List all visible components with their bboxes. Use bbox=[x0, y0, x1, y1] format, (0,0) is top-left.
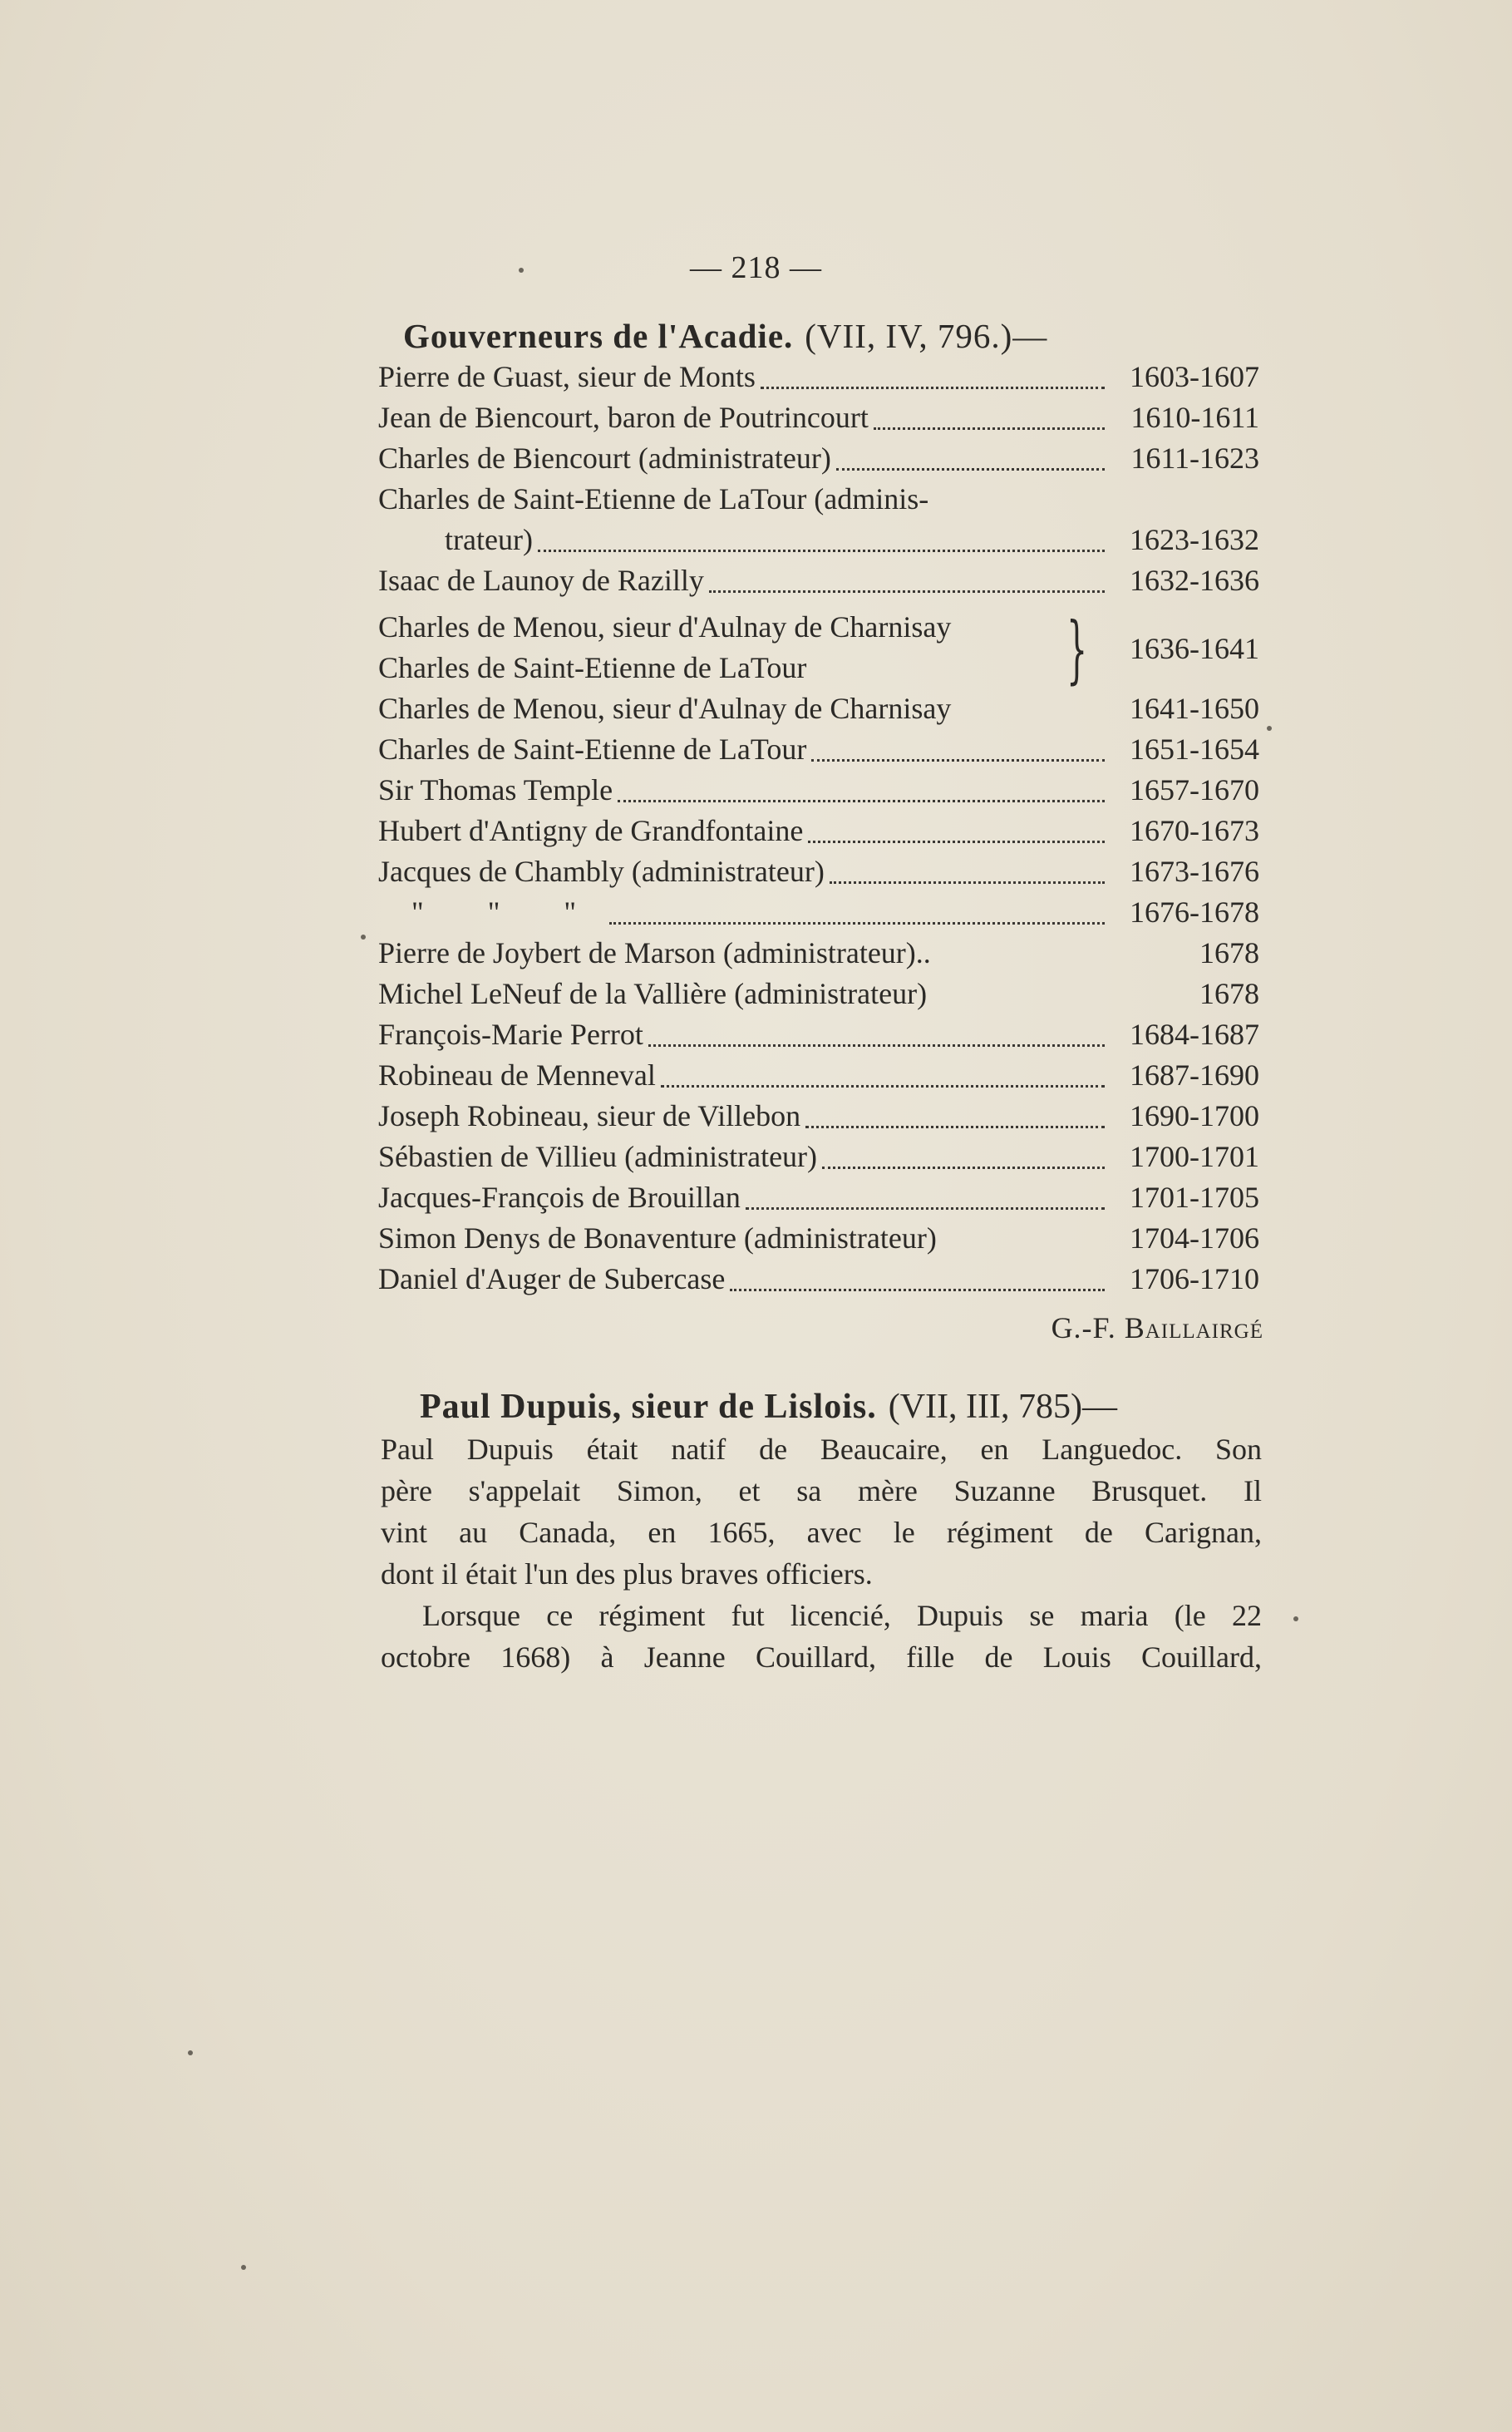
governor-dates: 1641-1650 bbox=[1130, 692, 1259, 725]
governor-entry bbox=[378, 854, 1259, 894]
governor-name: Charles de Saint-Etienne de LaTour bbox=[378, 651, 807, 684]
governor-dates: 1706-1710 bbox=[1130, 1262, 1259, 1295]
leader-dots bbox=[730, 1289, 1105, 1291]
text-line: Lorsque ce régiment fut licencié, Dupuis se maria (le 22 bbox=[422, 1599, 1262, 1632]
governor-dates: 1687-1690 bbox=[1130, 1058, 1259, 1092]
paper-speck bbox=[1267, 726, 1272, 731]
leader-dots bbox=[761, 387, 1105, 389]
paper-speck bbox=[361, 935, 366, 940]
governor-entry bbox=[378, 1058, 1259, 1098]
governor-name: Joseph Robineau, sieur de Villebon bbox=[378, 1099, 801, 1132]
leader-dots bbox=[805, 1126, 1105, 1128]
governor-name: Simon Denys de Bonaventure (administrateur) bbox=[378, 1221, 937, 1255]
governor-dates: 1651-1654 bbox=[1130, 733, 1259, 766]
governor-entry bbox=[378, 481, 1259, 521]
governor-entry bbox=[378, 1261, 1259, 1301]
brace-symbol: } bbox=[1066, 606, 1088, 692]
text-line: vint au Canada, en 1665, avec le régiment de Carignan, bbox=[381, 1516, 1262, 1549]
governor-dates: 1632-1636 bbox=[1130, 564, 1259, 597]
governor-dates: 1611-1623 bbox=[1130, 442, 1259, 475]
governor-entry bbox=[378, 976, 1259, 1016]
leader-dots bbox=[808, 841, 1105, 843]
leader-dots bbox=[709, 590, 1105, 593]
leader-dots bbox=[822, 1167, 1105, 1169]
governor-entry bbox=[378, 895, 1259, 935]
signature-name: Baillairgé bbox=[1124, 1311, 1263, 1344]
governor-dates: 1684-1687 bbox=[1130, 1018, 1259, 1051]
text-line: père s'appelait Simon, et sa mère Suzanne Brusquet. Il bbox=[381, 1474, 1262, 1507]
governor-name: Sébastien de Villieu (administrateur) bbox=[378, 1140, 818, 1173]
governor-dates: 1676-1678 bbox=[1130, 895, 1259, 929]
paragraph bbox=[381, 1428, 1262, 1595]
governor-entry bbox=[378, 1098, 1259, 1138]
governor-entry bbox=[378, 563, 1259, 603]
governor-entry bbox=[378, 1139, 1259, 1179]
paper-speck bbox=[519, 268, 524, 273]
leader-dots bbox=[609, 922, 1105, 925]
leader-dots bbox=[618, 800, 1105, 802]
governor-name: trateur) bbox=[445, 523, 533, 556]
author-signature bbox=[898, 1310, 1263, 1345]
governor-name: Charles de Saint-Etienne de LaTour bbox=[378, 733, 807, 766]
governor-dates: 1701-1705 bbox=[1130, 1181, 1259, 1214]
leader-dots bbox=[648, 1044, 1105, 1047]
paper-speck bbox=[1293, 1616, 1298, 1621]
leader-dots bbox=[830, 881, 1105, 884]
governor-dates: 1623-1632 bbox=[1130, 523, 1259, 556]
section-title-text: Gouverneurs de l'Acadie. bbox=[403, 317, 794, 355]
governor-entry bbox=[378, 400, 1259, 440]
text-line: octobre 1668) à Jeanne Couillard, fille de Louis Couillard, bbox=[381, 1640, 1262, 1674]
governor-dates: 1636-1641 bbox=[1130, 632, 1259, 665]
governor-name: Jacques de Chambly (administrateur) bbox=[378, 855, 825, 888]
ditto-marks: " " " bbox=[411, 895, 605, 929]
governor-name: Daniel d'Auger de Subercase bbox=[378, 1262, 726, 1295]
governor-dates: 1678 bbox=[1199, 936, 1259, 969]
leader-dots bbox=[538, 550, 1105, 552]
text-line: Paul Dupuis était natif de Beaucaire, en Languedoc. Son bbox=[381, 1433, 1262, 1466]
governor-entry bbox=[378, 1180, 1259, 1220]
governor-entry bbox=[378, 522, 1259, 562]
leader-dots bbox=[874, 427, 1105, 430]
joint-governorship bbox=[378, 606, 1259, 692]
text-line: dont il était l'un des plus braves officiers. bbox=[381, 1557, 873, 1591]
governor-dates: 1678 bbox=[1199, 977, 1259, 1010]
governor-dates: 1700-1701 bbox=[1130, 1140, 1259, 1173]
section-title-gouverneurs bbox=[403, 316, 1259, 356]
governor-dates: 1603-1607 bbox=[1130, 360, 1259, 393]
governor-entry bbox=[378, 691, 1259, 731]
governor-dates: 1670-1673 bbox=[1130, 814, 1259, 847]
governor-dates: 1673-1676 bbox=[1130, 855, 1259, 888]
leader-dots bbox=[746, 1207, 1105, 1210]
governor-name: Isaac de Launoy de Razilly bbox=[378, 564, 704, 597]
paper-speck bbox=[188, 2050, 193, 2055]
signature-initials: G.-F. bbox=[1051, 1311, 1116, 1344]
leader-dots bbox=[811, 759, 1105, 762]
governor-name: Charles de Biencourt (administrateur) bbox=[378, 442, 831, 475]
governor-name: Robineau de Menneval bbox=[378, 1058, 656, 1092]
governor-entry bbox=[378, 935, 1259, 975]
governor-name: Michel LeNeuf de la Vallière (administrateur) bbox=[378, 977, 928, 1010]
governor-entry bbox=[378, 1017, 1259, 1057]
governor-name: Sir Thomas Temple bbox=[378, 773, 613, 807]
paragraph bbox=[381, 1595, 1262, 1678]
governor-name: Jean de Biencourt, baron de Poutrincourt bbox=[378, 401, 869, 434]
governor-dates: 1610-1611 bbox=[1130, 401, 1259, 434]
governor-name: Jacques-François de Brouillan bbox=[378, 1181, 741, 1214]
governor-name: François-Marie Perrot bbox=[378, 1018, 643, 1051]
section-title-dupuis bbox=[420, 1387, 1117, 1427]
leader-dots bbox=[661, 1085, 1105, 1088]
governor-name: Hubert d'Antigny de Grandfontaine bbox=[378, 814, 804, 847]
page-number: — 218 — bbox=[690, 250, 822, 285]
governor-dates: 1704-1706 bbox=[1130, 1221, 1259, 1255]
section-title-text: Paul Dupuis, sieur de Lislois. bbox=[420, 1388, 877, 1426]
leader-dots bbox=[836, 468, 1105, 471]
governor-dates: 1657-1670 bbox=[1130, 773, 1259, 807]
section-reference: (VII, IV, 796.)— bbox=[805, 317, 1048, 355]
governor-entry bbox=[378, 813, 1259, 853]
governor-dates: 1690-1700 bbox=[1130, 1099, 1259, 1132]
governor-name: Pierre de Guast, sieur de Monts bbox=[378, 360, 756, 393]
governor-name: Charles de Saint-Etienne de LaTour (adminis- bbox=[378, 482, 929, 516]
governor-name: Charles de Menou, sieur d'Aulnay de Charnisay bbox=[378, 610, 952, 644]
governor-name: Charles de Menou, sieur d'Aulnay de Charnisay bbox=[378, 692, 952, 725]
governor-entry bbox=[378, 732, 1259, 772]
paper-speck bbox=[241, 2265, 246, 2270]
governor-name: Pierre de Joybert de Marson (administrateur).. bbox=[378, 936, 931, 969]
governor-entry bbox=[378, 359, 1259, 399]
governor-entry bbox=[378, 441, 1259, 481]
governor-entry bbox=[378, 772, 1259, 812]
governor-entry bbox=[378, 1221, 1259, 1260]
section-reference: (VII, III, 785)— bbox=[888, 1388, 1117, 1426]
